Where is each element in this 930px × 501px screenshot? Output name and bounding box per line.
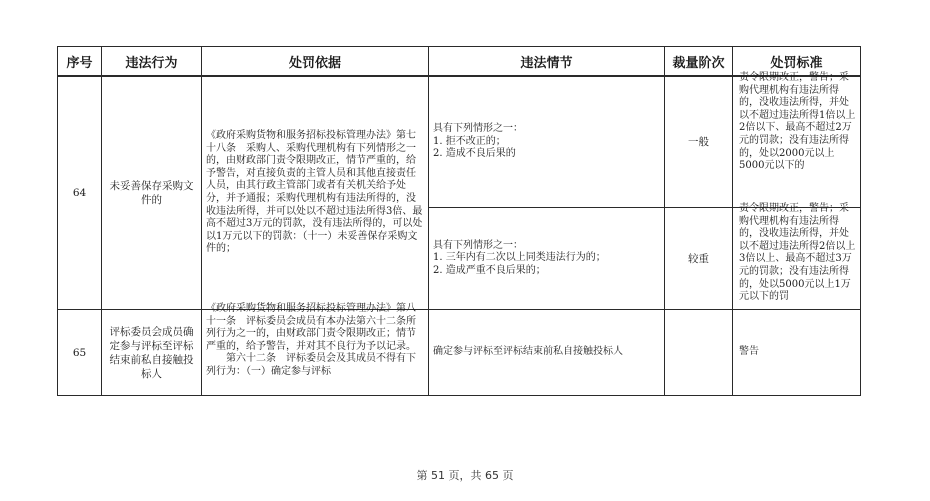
row-act: 未妥善保存采购文件的 (102, 76, 202, 310)
basis-text: 《政府采购货物和服务招标投标管理办法》第八十一条 评标委员会成员有本办法第六十二条所列行为之一的，由财政部门责令限期改正；情节严重的，给予警告，并对其不良行为予以记录。 (206, 303, 416, 352)
penalty-table (57, 46, 861, 396)
row-no: 64 (58, 76, 102, 310)
row-circumstance (429, 310, 665, 396)
header-basis: 处罚依据 (202, 47, 429, 77)
row-basis (202, 303, 429, 396)
circumstance-line: 2. 造成不良后果的 (433, 148, 516, 160)
penalty-table-page (57, 46, 860, 380)
row-act: 评标委员会成员确定参与评标至评标结束前私自接触投标人 (102, 310, 202, 396)
row-circumstance (429, 76, 665, 208)
standard-text: 警告 (739, 346, 759, 358)
circumstance-line: 2. 造成严重不良后果的； (433, 264, 546, 276)
header-circumstance: 违法情节 (429, 47, 665, 77)
row-no: 65 (58, 310, 102, 396)
circumstance-line: 具有下列情形之一： (433, 123, 523, 135)
row-level (665, 310, 733, 396)
row-standard (733, 203, 861, 310)
circumstance-text: 确定参与评标至评标结束前私自接触投标人 (433, 346, 623, 358)
basis-text: 《政府采购货物和服务招标投标管理办法》第七十八条 采购人、采购代理机构有下列情形之一的，由财政部门责令限期改正，情节严重的，给予警告，对直接负责的主管人员和其他直接责任人员，由其行政主管部门或者有关机关给予处分，并予通报；采购代理机构有违法所得的，没收违法所得，并可以处以不超过违法所得3倍、最高不超过3万元的罚款，没有违法所得的，可以处以1万元以下的罚款：（十一）未妥善保存采购文件的； (206, 130, 423, 255)
row-standard (733, 72, 861, 208)
table-row (58, 76, 861, 208)
standard-text: 责令限期改正，警告；采购代理机构有违法所得的，没收违法所得，并处以不超过违法所得1倍以上2倍以下、最高不超过2万元的罚款；没有违法所得的，处以2000元以上5000元以下的 (739, 72, 856, 172)
row-basis (202, 76, 429, 310)
circumstance-line: 1. 三年内有二次以上同类违法行为的； (433, 252, 606, 264)
row-level: 较重 (665, 208, 733, 310)
header-act: 违法行为 (102, 47, 202, 77)
circumstance-line: 具有下列情形之一： (433, 239, 523, 251)
header-standard: 处罚标准 (733, 47, 861, 77)
table-row (58, 310, 861, 396)
row-standard (733, 310, 861, 396)
basis-text: 第六十二条 评标委员会及其成员不得有下列行为：（一）确定参与评标 (206, 353, 416, 377)
standard-text: 责令限期改正，警告；采购代理机构有违法所得的，没收违法所得，并处以不超过违法所得2倍以上3倍以上、最高不超过3万元的罚款；没有违法所得的，处以5000元以上1万元以下的罚 (739, 203, 856, 303)
header-level: 裁量阶次 (665, 47, 733, 77)
row-circumstance (429, 208, 665, 310)
row-level: 一般 (665, 76, 733, 208)
circumstance-line: 1. 拒不改正的； (433, 135, 506, 147)
page-footer: 第 51 页，共 65 页 (416, 469, 514, 482)
header-no: 序号 (58, 47, 102, 77)
